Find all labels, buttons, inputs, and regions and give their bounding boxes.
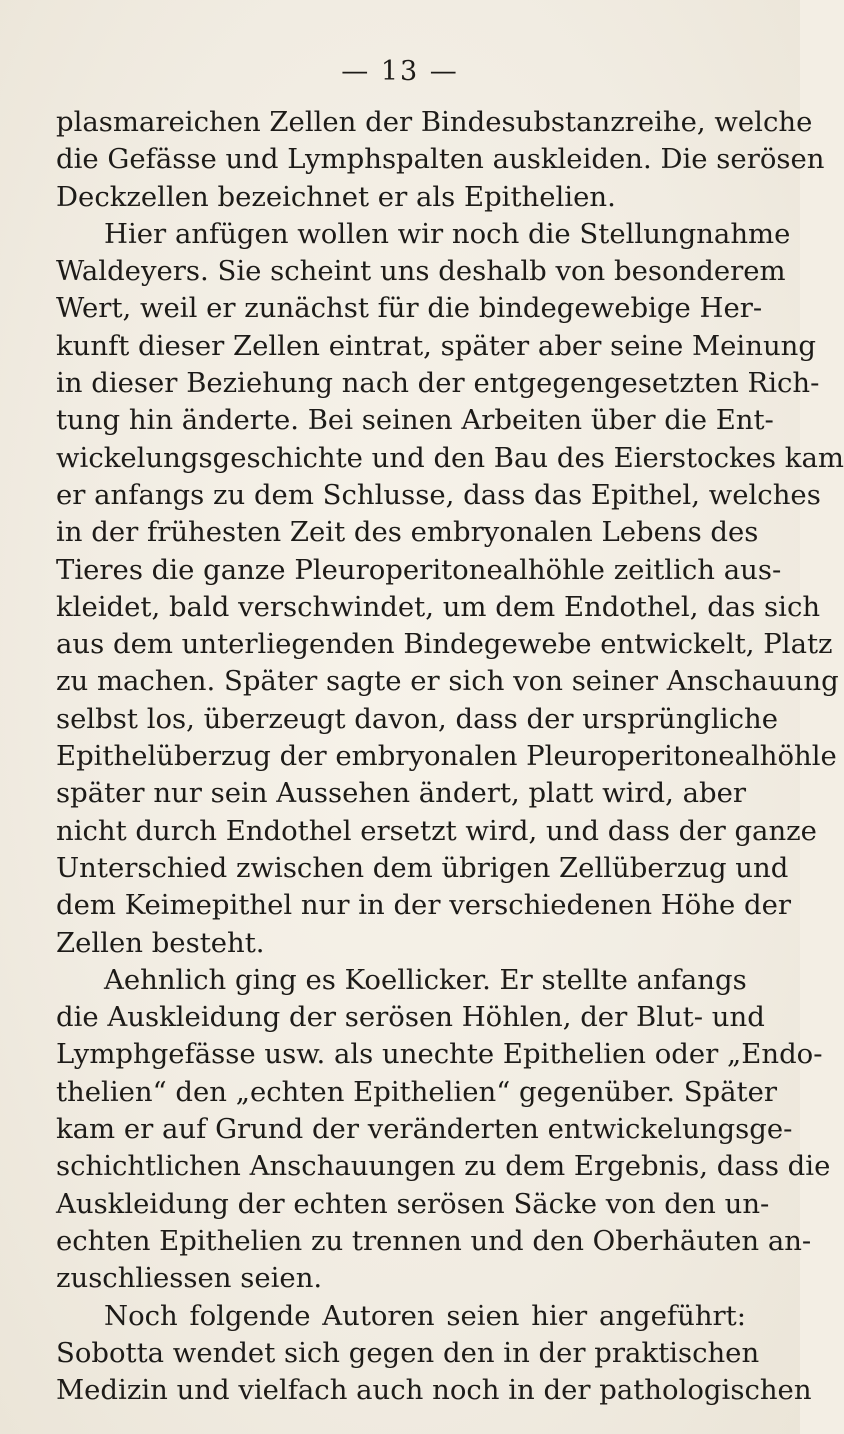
text-line: wickelungsgeschichte und den Bau des Eierstockes kam (56, 441, 844, 474)
text-line: selbst los, überzeugt davon, dass der ursprüngliche (56, 702, 778, 735)
text-line: Noch folgende Autoren seien hier angeführt: (104, 1299, 746, 1332)
text-line: später nur sein Aussehen ändert, platt wird, aber (56, 777, 747, 810)
text-line: Auskleidung der echten serösen Säcke von den un- (56, 1187, 770, 1220)
text-line: in dieser Beziehung nach der entgegengesetzten Rich- (56, 367, 820, 400)
text-line: tung hin änderte. Bei seinen Arbeiten über die Ent- (56, 404, 774, 437)
text-line: dem Keimepithel nur in der verschiedenen Höhe der (56, 889, 792, 922)
text-line: echten Epithelien zu trennen und den Oberhäuten an- (56, 1224, 812, 1257)
text-line: Tieres die ganze Pleuroperitonealhöhle zeitlich aus- (56, 553, 782, 586)
text-line: Medizin und vielfach auch noch in der pathologischen (56, 1374, 812, 1407)
page-number: — 13 — (341, 56, 459, 87)
text-line: Sobotta wendet sich gegen den in der praktischen (56, 1336, 760, 1369)
text-line: kam er auf Grund der veränderten entwickelungsge- (56, 1113, 793, 1146)
text-line: nicht durch Endothel ersetzt wird, und dass der ganze (56, 814, 817, 847)
text-line: kunft dieser Zellen eintrat, später aber seine Meinung (56, 329, 816, 362)
text-line: Zellen besteht. (56, 926, 265, 959)
text-line: in der frühesten Zeit des embryonalen Lebens des (56, 516, 759, 549)
text-line: aus dem unterliegenden Bindegewebe entwickelt, Platz (56, 628, 833, 661)
text-line: kleidet, bald verschwindet, um dem Endothel, das sich (56, 590, 821, 623)
text-line: Unterschied zwischen dem übrigen Zellüberzug und (56, 851, 789, 884)
text-line: thelien“ den „echten Epithelien“ gegenüber. Später (56, 1075, 778, 1108)
text-line: Waldeyers. Sie scheint uns deshalb von besonderem (56, 255, 786, 288)
text-line: die Gefässe und Lymphspalten auskleiden. Die serösen (56, 143, 825, 176)
text-line: schichtlichen Anschauungen zu dem Ergebnis, dass die (56, 1150, 831, 1183)
text-line: Aehnlich ging es Koellicker. Er stellte anfangs (104, 963, 747, 996)
text-line: Hier anfügen wollen wir noch die Stellungnahme (104, 217, 791, 250)
text-line: Deckzellen bezeichnet er als Epithelien. (56, 180, 616, 213)
text-line: Epithelüberzug der embryonalen Pleuroperitonealhöhle (56, 740, 837, 773)
body-text (56, 104, 844, 1409)
text-line: zu machen. Später sagte er sich von seiner Anschauung (56, 665, 839, 698)
text-line: Wert, weil er zunächst für die bindegewebige Her- (56, 292, 763, 325)
text-line: er anfangs zu dem Schlusse, dass das Epithel, welches (56, 478, 821, 511)
text-line: die Auskleidung der serösen Höhlen, der Blut- und (56, 1001, 765, 1034)
text-line: Lymphgefässe usw. als unechte Epithelien oder „Endo- (56, 1038, 823, 1071)
text-line: zuschliessen seien. (56, 1262, 323, 1295)
text-line: plasmareichen Zellen der Bindesubstanzreihe, welche (56, 106, 813, 138)
